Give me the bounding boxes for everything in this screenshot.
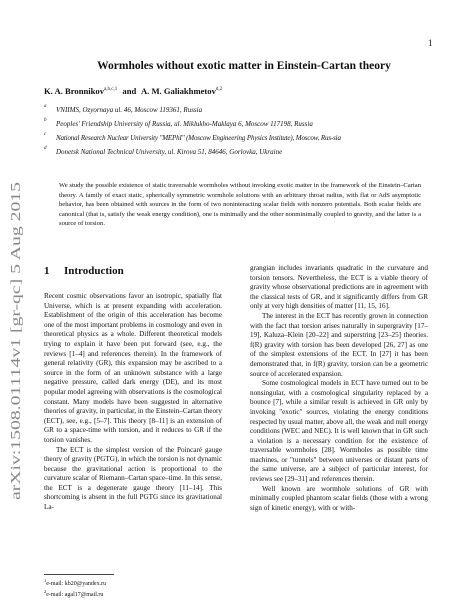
footnote bbox=[44, 577, 222, 588]
footnotes bbox=[44, 577, 222, 599]
paragraph: Recent cosmic observations favor an isotropic, spatially flat Universe, which is at present expanding with acceleration. Establishment of the origin of this acceleration has become one of the most important problems in cosmology and even in theoretical physics as a whole. Different theoretical models trying to explain it have been put forward (see, e.g., the reviews [1–4] and references therein). In the framework of general relativity (GR), this expansion may be ascribed to a source in the form of an unknown substance with a large negative pressure, called dark energy (DE), and its most popular model agreeing with observations is the cosmological constant. Many models have been suggested in alternative theories of gravity, in particular, in the Einstein–Cartan theory (ECT), see, e.g., [5–7]. This theory [8–11] is an extension of GR to a space-time with torsion, and it reduces to GR if the torsion vanishes. bbox=[44, 292, 222, 444]
paragraph: Some cosmological models in ECT have turned out to be nonsingular, with a cosmological singularity replaced by a bounce [7], while a similar result is achieved in GR only by invoking "exotic" sources, violating the energy conditions respected by usual matter, above all, the weak and null energy conditions (WEC and NEC). It is well known that in GR such a violation is a necessary condition for the existence of traversable wormholes [28]. Wormholes as possible time machines, or "tunnels" between universes or distant parts of the same universe, are a subject of particular interest, for reviews see [29–31] and references therein. bbox=[250, 379, 428, 484]
paragraph: The interest in the ECT has recently grown in connection with the fact that torsion arises naturally in supergravity [17–19], Kaluza–Klein [20–22] and superstring [23–25] theories. f(R) gravity with torsion has been developed [26, 27] as one of the simplest extensions of the ECT. In [27] it has been demonstrated that, in f(R) gravity, torsion can be a geometric source of accelerated expansion. bbox=[250, 311, 428, 378]
affiliation-text: Donetsk National Technical University, ul. Kirova 51, 84646, Gorlovka, Ukraine bbox=[56, 148, 283, 156]
paper-title: Wormholes without exotic matter in Einstein-Cartan theory bbox=[97, 60, 391, 72]
affiliation-text: VNIIMS, Ozyornaya ul. 46, Moscow 119361, Russia bbox=[56, 106, 203, 114]
affiliation bbox=[44, 106, 444, 120]
section-number: 1 bbox=[44, 265, 50, 277]
section-heading bbox=[44, 265, 124, 277]
author-connector: and bbox=[122, 86, 137, 96]
affiliation-mark: b bbox=[44, 118, 47, 123]
footnote-text: e-mail: kb20@yandex.ru bbox=[46, 581, 107, 587]
affiliation-mark: a bbox=[44, 104, 47, 109]
right-column bbox=[250, 264, 428, 513]
author-affiliation-marks: d,2 bbox=[215, 87, 223, 93]
footnote-text: e-mail: agal17@mail.ru bbox=[46, 592, 104, 598]
affiliations bbox=[44, 106, 444, 162]
arxiv-stamp-text: arXiv:1508.01114v1 [gr-qc] 5 Aug 2015 bbox=[8, 283, 23, 500]
affiliation bbox=[44, 120, 444, 134]
affiliation bbox=[44, 134, 444, 148]
abstract: We study the possible existence of static traversable wormholes without invoking exotic matter in the framework of the Einstein–Cartan theory. A family of exact static, spherically symmetric wormhole solutions with an arbitrary throat radius, with flat or AdS asymptotic behavior, has been obtained with sources in the form of two noninteracting scalar fields with nonzero potentials. Both scalar fields are canonical (that is, satisfy the weak energy condition), one is minimally and the other nonminimally coupled to gravity, and the latter is a source of torsion. bbox=[59, 182, 421, 228]
left-column bbox=[44, 292, 222, 513]
author-name: K. A. Bronnikov bbox=[44, 86, 105, 96]
affiliation bbox=[44, 148, 444, 162]
paragraph: Well known are wormhole solutions of GR with minimally coupled phantom scalar fields (those with a wrong sign of kinetic energy), with or with- bbox=[250, 484, 428, 512]
affiliation-text: National Research Nuclear University "MEPhI" (Moscow Engineering Physics Institute), Moscow, Rus-sia bbox=[56, 134, 341, 142]
author-affiliation-marks: a,b,c,1 bbox=[104, 87, 118, 93]
page-number: 1 bbox=[428, 38, 433, 48]
affiliation-mark: d bbox=[44, 146, 47, 151]
arxiv-stamp bbox=[4, 180, 26, 500]
affiliation-mark: c bbox=[44, 132, 47, 137]
footnote-divider bbox=[44, 574, 114, 575]
author-name: A. M. Galiakhmetov bbox=[140, 86, 216, 96]
authors-line bbox=[44, 86, 434, 96]
section-title: Introduction bbox=[64, 265, 124, 277]
paragraph: The ECT is the simplest version of the Poincaré gauge theory of gravity (PGTG), in which the torsion is not dynamic because the gravitational action is proportional to the curvature scalar of Riemann–Cartan space–time. In this sense, the ECT is a degenerate gauge theory [11–14]. This shortcoming is absent in the full PGTG since its gravitational La- bbox=[44, 445, 222, 512]
paragraph: grangian includes invariants quadratic in the curvature and torsion tensors. Nevertheless, the ECT is a viable theory of gravity whose observational predictions are in agreement with the classical tests of GR, and it significantly differs from GR only at very high densities of matter [11, 15, 16]. bbox=[250, 264, 428, 311]
footnote bbox=[44, 588, 222, 599]
affiliation-text: Peoples' Friendship University of Russia, ul. Miklukho-Maklaya 6, Moscow 117198, Russia bbox=[56, 120, 313, 128]
footnote-mark: 2 bbox=[44, 589, 47, 594]
footnote-mark: 1 bbox=[44, 578, 47, 583]
